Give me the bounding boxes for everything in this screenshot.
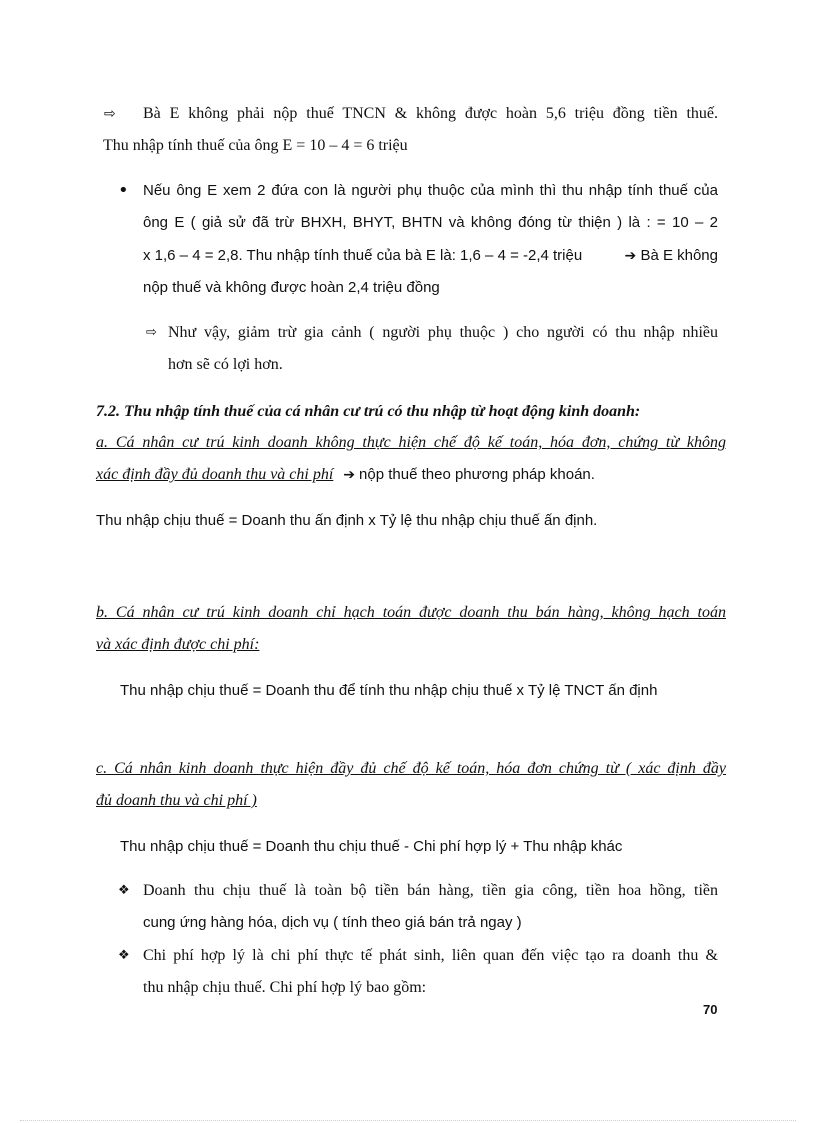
bullet-line <box>143 246 718 266</box>
paragraph-line: Thu nhập tính thuế của ông E = 10 – 4 = 6 triệu <box>103 137 408 154</box>
subsection-a-heading-end: xác định đầy đủ doanh thu và chi phí <box>96 466 334 483</box>
bullet-icon: • <box>118 180 129 201</box>
bullet-line-tail-text: Bà E không <box>640 247 718 264</box>
bullet-line-text: x 1,6 – 4 = 2,8. Thu nhập tính thuế của bà E là: 1,6 – 4 = -2,4 triệu <box>143 247 583 264</box>
subsection-b-heading: b. Cá nhân cư trú kinh doanh chỉ hạch toán được doanh thu bán hàng, không hạch toán <box>96 604 726 621</box>
subsection-a-heading: a. Cá nhân cư trú kinh doanh không thực hiện chế độ kế toán, hóa đơn, chứng từ không <box>96 434 726 451</box>
paragraph-line: Bà E không phải nộp thuế TNCN & không được hoàn 5,6 triệu đồng tiền thuế. <box>143 105 718 122</box>
solid-arrow-icon: ➔ <box>624 248 637 264</box>
conclusion-line: Như vậy, giảm trừ gia cảnh ( người phụ thuộc ) cho người có thu nhập nhiều <box>168 324 718 341</box>
diamond-item-line: Doanh thu chịu thuế là toàn bộ tiền bán hàng, tiền gia công, tiền hoa hồng, tiền <box>143 882 718 899</box>
diamond-item-line: Chi phí hợp lý là chi phí thực tế phát sinh, liên quan đến việc tạo ra doanh thu & <box>143 947 718 964</box>
bullet-line: ông E ( giả sử đã trừ BHXH, BHYT, BHTN và không đóng từ thiện ) là : = 10 – 2 <box>143 214 718 231</box>
subsection-a-note: nộp thuế theo phương pháp khoán. <box>359 466 595 483</box>
subsection-c-heading: c. Cá nhân kinh doanh thực hiện đầy đủ chế độ kế toán, hóa đơn chứng từ ( xác định đầy <box>96 760 726 777</box>
bullet-line: Nếu ông E xem 2 đứa con là người phụ thuộc của mình thì thu nhập tính thuế của <box>143 182 718 199</box>
section-heading: 7.2. Thu nhập tính thuế của cá nhân cư trú có thu nhập từ hoạt động kinh doanh: <box>96 403 641 420</box>
diamond-bullet-icon: ❖ <box>118 883 130 898</box>
formula-c: Thu nhập chịu thuế = Doanh thu chịu thuế - Chi phí hợp lý + Thu nhập khác <box>120 838 623 855</box>
subsection-a-line <box>96 465 595 485</box>
diamond-bullet-icon: ❖ <box>118 948 130 963</box>
hollow-arrow-icon: ⇨ <box>104 106 116 122</box>
formula-a: Thu nhập chịu thuế = Doanh thu ấn định x Tỷ lệ thu nhập chịu thuế ấn định. <box>96 512 598 529</box>
page-bottom-rule <box>20 1120 796 1121</box>
page-number: 70 <box>703 1002 718 1017</box>
formula-b: Thu nhập chịu thuế = Doanh thu để tính thu nhập chịu thuế x Tỷ lệ TNCT ấn định <box>120 682 658 699</box>
subsection-c-heading-end: đủ doanh thu và chi phí ) <box>96 792 257 809</box>
conclusion-line: hơn sẽ có lợi hơn. <box>168 356 283 373</box>
solid-arrow-icon: ➔ <box>343 467 356 483</box>
bullet-line: nộp thuế và không được hoàn 2,4 triệu đồng <box>143 279 440 296</box>
diamond-item-line: thu nhập chịu thuế. Chi phí hợp lý bao gồm: <box>143 979 427 996</box>
subsection-b-heading-end: và xác định được chi phí: <box>96 636 260 653</box>
hollow-arrow-icon: ⇨ <box>146 325 157 340</box>
bullet-line-tail <box>625 246 718 266</box>
diamond-item-line: cung ứng hàng hóa, dịch vụ ( tính theo giá bán trả ngay ) <box>143 914 522 931</box>
